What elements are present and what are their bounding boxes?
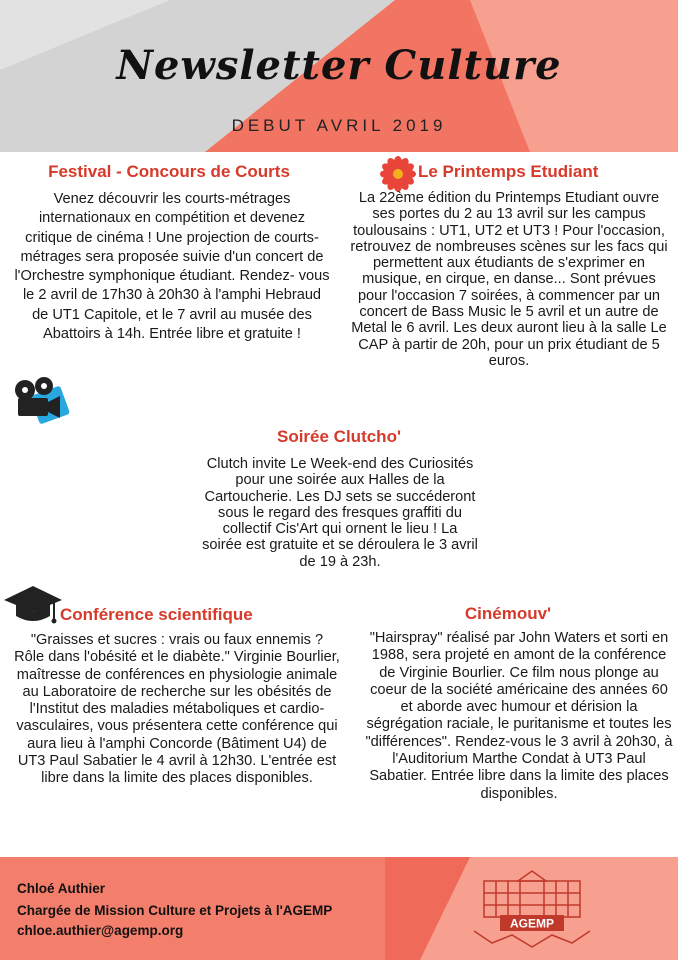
festival-text: Venez découvrir les courts-métrages internationaux en compétition et devenez critique de cinéma ! Une projection de courts-métrages sera proposée suivie d'un concert de l'Orchestre symphonique étudiant. Rendez- vous le 2 avril de 17h30 à 20h30 à l'amphi Hebraud de UT1 Capitole, et le 7 avril au musée des Abattoirs à 14h. Entrée libre et gratuite ! (14, 191, 330, 343)
header-banner (0, 0, 678, 152)
cinemouv-text: "Hairspray" réalisé par John Waters et sorti en 1988, sera projeté en amont de la conférence de Virginie Bourlier. Ce film nous plonge au coeur de la société américaine des années 60 et aborde avec humour et dérision la ségrégation raciale, le puritanisme et toutes les "différences". Rendez-vous le 3 avril à 20h30, à l'Auditorium Marthe Condat à UT3 Paul Sabatier. Entrée libre dans la limite des places disponibles. (365, 630, 673, 802)
footer-banner (0, 857, 678, 960)
contact-email[interactable]: chloe.authier@agemp.org (17, 923, 184, 938)
graduation-cap-icon (2, 582, 64, 628)
contact-name: Chloé Authier (17, 881, 106, 896)
clutcho-text: Clutch invite Le Week-end des Curiosités pour une soirée aux Halles de la Cartoucherie. Les DJ sets se succéderont sous le regard des fresques graffiti du collectif Cis'Art qui ornent le lieu ! La soirée est gratuite et se déroulera le 3 avril de 19 à 23h. (202, 456, 478, 570)
contact-role: Chargée de Mission Culture et Projets à l'AGEMP (17, 903, 333, 918)
festival-heading: Festival - Concours de Courts (48, 162, 290, 181)
cinemouv-heading: Cinémouv' (464, 604, 552, 623)
clutcho-heading: Soirée Clutcho' (276, 427, 401, 446)
printemps-heading: Le Printemps Etudiant (418, 162, 599, 181)
film-camera-icon (14, 376, 76, 426)
newsletter-date: DEBUT AVRIL 2019 (231, 116, 447, 135)
flower-icon (380, 156, 416, 192)
newsletter-title: Newsletter Culture (116, 42, 562, 89)
conference-text: "Graisses et sucres : vrais ou faux ennemis ? Rôle dans l'obésité et le diabète." Virginie Bourlier, maîtresse de conférences en physiologie animale au Laboratoire de recherche sur les obésités de l'Institut des maladies métaboliques et cardio-vasculaires, vous présentera cette conférence qui aura lieu à l'amphi Concorde (Bâtiment U4) de UT3 Paul Sabatier le 4 avril à 12h30. L'entrée est libre dans la limite des places disponibles. (14, 632, 340, 787)
agemp-logo (462, 869, 602, 953)
printemps-text: La 22ème édition du Printemps Etudiant ouvre ses portes du 2 au 13 avril sur les campus toulousains : UT1, UT2 et UT3 ! Pour l'occasion, retrouvez de nombreuses scènes sur les facs qui permettent aux étudiants de s'exprimer en musique, en cirque, en danse... Sont prévues pour l'occasion 7 soirées, à commencer par un concert de Bass Music le 5 avril et un autre de Metal le 6 avril. Les deux auront lieu à la salle Le CAP à partir de 20h, pour un prix étudiant de 5 euros. (350, 190, 668, 369)
agemp-logo-text: AGEMP (509, 916, 555, 931)
conference-heading: Conférence scientifique (60, 605, 253, 624)
